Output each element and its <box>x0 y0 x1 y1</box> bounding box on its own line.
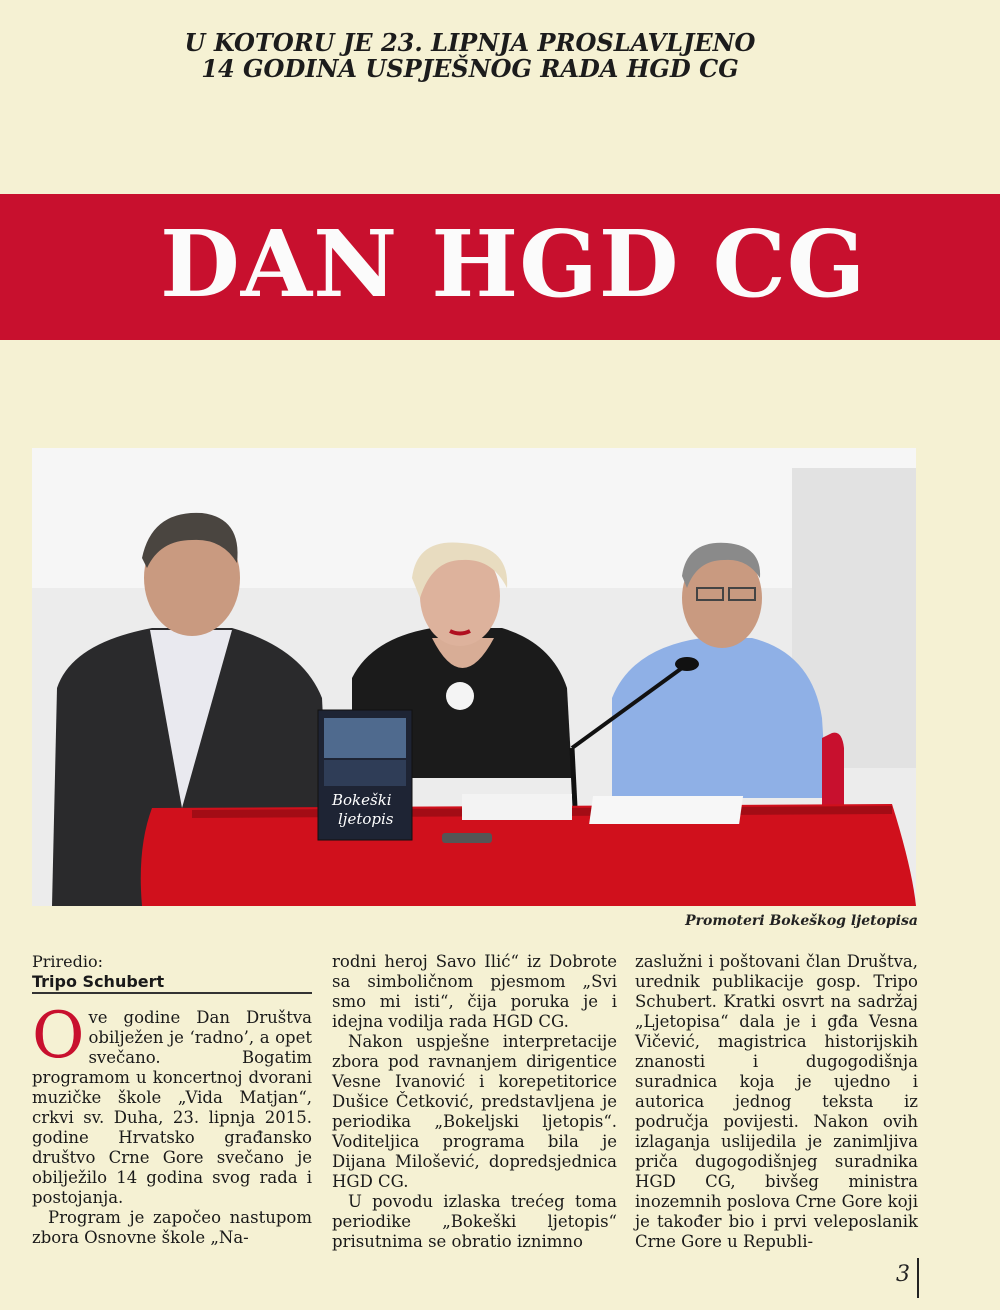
book-title-line-1: Bokeški <box>332 791 392 809</box>
page-title: DAN HGD CG <box>160 210 867 318</box>
article-paragraph-2: Program je započeo nastupom zbora Osnovne škole „Na- <box>32 1208 312 1247</box>
article-paragraph-3: rodni heroj Savo Ilić“ iz Dobrote sa simboličnom pjesmom „Svi smo mi isti“, čija poruka je i idejna vodilja rada HGD CG. <box>332 952 617 1031</box>
red-table <box>141 794 916 906</box>
byline-label: Priredio: <box>32 952 104 971</box>
article-paragraph-6: zaslužni i poštovani član Društva, urednik publikacije gosp. Tripo Schubert. Kratki osvrt na sadržaj „Ljetopisa“ dala je i gđa Vesna Vičević, magistrica historijskih znanosti i dugogodišnja suradnica koja je ujedno i autorica jednog teksta iz područja povijesti. Nakon ovih izlaganja uslijedila je zanimljiva priča dugogodišnjeg suradnika HGD CG, bivšeg ministra inozemnih poslova Crne Gore koji je također bio i prvi veleposlanik Crne Gore u Republi- <box>635 952 918 1251</box>
drop-cap: O <box>32 999 85 1073</box>
article-column-1 <box>32 952 312 1248</box>
article-photo <box>32 448 916 906</box>
kicker-headline <box>120 30 820 82</box>
photo-illustration <box>32 448 916 906</box>
page-number-rule <box>917 1258 919 1298</box>
paragraph-text: ve godine Dan Društva obilježen je ‘radno’, a opet svečano. Bogatim programom u koncertnoj dvorani muzičke škole „Vida Matjan“, crkvi sv. Duha, 23. lipnja 2015. godine Hrvatsko građansko društvo Crne Gore svečano je obilježilo 14 godina svog rada i postojanja. <box>32 1008 312 1207</box>
article-column-2 <box>332 952 617 1252</box>
kicker-line-1: U KOTORU JE 23. LIPNJA PROSLAVLJENO <box>184 28 756 57</box>
headline-banner <box>0 194 1000 340</box>
byline-author: Tripo Schubert <box>32 972 165 991</box>
kicker-line-2: 14 GODINA USPJEŠNOG RADA HGD CG <box>201 54 739 83</box>
page-number: 3 <box>896 1262 910 1287</box>
article-paragraph-4: Nakon uspješne interpretacije zbora pod ravnanjem dirigentice Vesne Ivanović i korepetitorice Dušice Četković, predstavljena je periodika „Bokeljski ljetopis“. Voditeljica programa bila je Dijana Milošević, dopredsjednica HGD CG. <box>332 1032 617 1191</box>
article-paragraph-1 <box>32 999 312 1208</box>
article-column-3 <box>635 952 918 1252</box>
book-title-line-2: ljetopis <box>338 810 394 828</box>
article-paragraph-5: U povodu izlaska trećeg toma periodike „Bokeški ljetopis“ prisutnima se obratio iznimno <box>332 1192 617 1251</box>
byline-divider <box>32 992 312 994</box>
book-cover <box>318 710 412 840</box>
photo-caption: Promoteri Bokeškog ljetopisa <box>685 913 918 929</box>
